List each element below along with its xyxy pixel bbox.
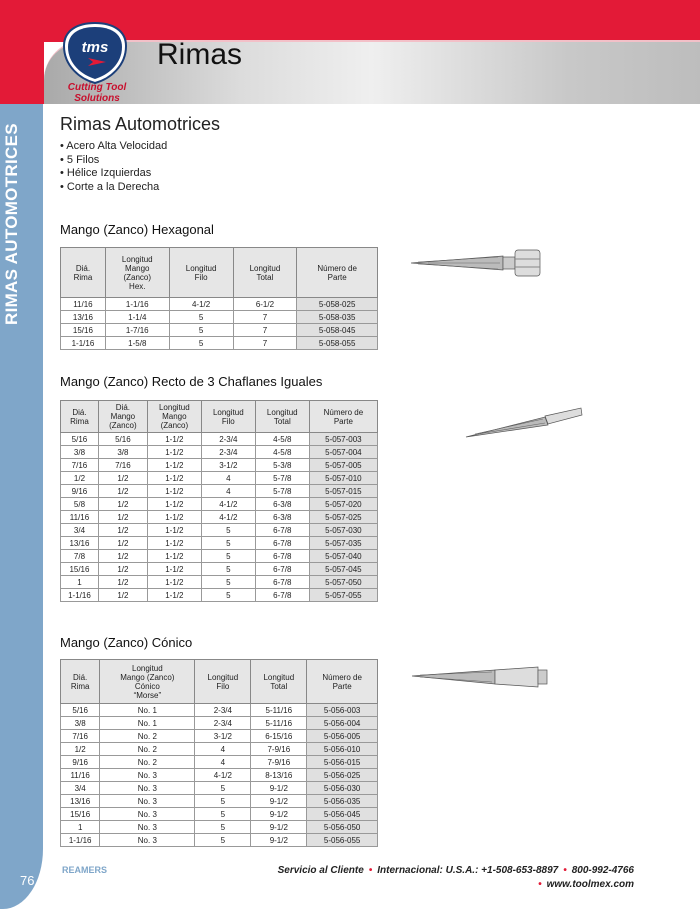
table-cell: 1/2	[98, 563, 147, 576]
column-header: Longitud Mango (Zanco) Hex.	[105, 248, 169, 298]
footer-section: REAMERS	[62, 865, 108, 875]
part-number-cell: 5-056-004	[307, 717, 378, 730]
feature-item: • Hélice Izquierdas	[60, 167, 152, 179]
table-title-straight: Mango (Zanco) Recto de 3 Chaflanes Iguales	[60, 374, 323, 389]
tms-logo	[62, 22, 128, 84]
column-header: Longitud Mango (Zanco) Cónico “Morse”	[100, 660, 195, 704]
column-header: Longitud Filo	[201, 401, 255, 433]
table-cell: 9-1/2	[251, 795, 307, 808]
table-row	[61, 537, 378, 550]
table-cell: 11/16	[61, 511, 99, 524]
table-cell: 2-3/4	[195, 704, 251, 717]
part-number-cell: 5-057-045	[309, 563, 377, 576]
column-header: Longitud Total	[233, 248, 297, 298]
table-cell: 7	[233, 311, 297, 324]
table-cell: 1-1/2	[147, 537, 201, 550]
table-cell: 1-5/8	[105, 337, 169, 350]
column-header: Número de Parte	[297, 248, 378, 298]
part-number-cell: 5-058-055	[297, 337, 378, 350]
table-row	[61, 756, 378, 769]
table-cell: 15/16	[61, 808, 100, 821]
table-cell: 6-7/8	[255, 576, 309, 589]
phone: 800-992-4766	[571, 865, 634, 876]
table-cell: 7/16	[61, 730, 100, 743]
service-label: Servicio al Cliente	[277, 865, 364, 876]
table-row	[61, 311, 378, 324]
header-gray-band	[44, 40, 700, 104]
column-header: Diá. Rima	[61, 401, 99, 433]
page-number: 76	[20, 873, 35, 888]
part-number-cell: 5-056-025	[307, 769, 378, 782]
table-cell: 6-1/2	[233, 298, 297, 311]
table-cell: 1/2	[61, 743, 100, 756]
table-row	[61, 472, 378, 485]
table-cell: 1/2	[98, 498, 147, 511]
table-cell: 5	[195, 795, 251, 808]
taper-shank-reamer-image	[410, 664, 550, 692]
table-cell: 13/16	[61, 795, 100, 808]
table-cell: 7/8	[61, 550, 99, 563]
table-cell: 1/2	[98, 589, 147, 602]
column-header: Longitud Total	[255, 401, 309, 433]
part-number-cell: 5-057-005	[309, 459, 377, 472]
table-cell: 9/16	[61, 756, 100, 769]
part-number-cell: 5-057-025	[309, 511, 377, 524]
table-cell: 3/4	[61, 782, 100, 795]
table-cell: 4-1/2	[195, 769, 251, 782]
table-row	[61, 782, 378, 795]
table-cell: No. 2	[100, 743, 195, 756]
table-cell: 1	[61, 576, 99, 589]
table-cell: 6-7/8	[255, 537, 309, 550]
part-number-cell: 5-056-035	[307, 795, 378, 808]
table-cell: 6-15/16	[251, 730, 307, 743]
table-cell: 1-1/16	[61, 589, 99, 602]
part-number-cell: 5-056-050	[307, 821, 378, 834]
table-cell: 1/2	[98, 511, 147, 524]
table-cell: 3-1/2	[201, 459, 255, 472]
table-cell: 5	[169, 324, 233, 337]
table-cell: 2-3/4	[201, 446, 255, 459]
table-cell: 5	[201, 524, 255, 537]
table-cell: 1/2	[61, 472, 99, 485]
table-row	[61, 446, 378, 459]
table-cell: 4	[201, 472, 255, 485]
part-number-cell: 5-057-050	[309, 576, 377, 589]
table-cell: 7/16	[98, 459, 147, 472]
table-cell: 9/16	[61, 485, 99, 498]
table-cell: 1-7/16	[105, 324, 169, 337]
table-cell: 5	[201, 589, 255, 602]
table-cell: 1/2	[98, 485, 147, 498]
header-red-corner	[0, 40, 44, 104]
table-cell: 9-1/2	[251, 821, 307, 834]
part-number-cell: 5-058-045	[297, 324, 378, 337]
column-header: Longitud Mango (Zanco)	[147, 401, 201, 433]
table-cell: 1/2	[98, 550, 147, 563]
column-header: Número de Parte	[307, 660, 378, 704]
table-cell: No. 3	[100, 795, 195, 808]
table-cell: 3/8	[61, 717, 100, 730]
table-cell: 5-7/8	[255, 472, 309, 485]
feature-item: • Acero Alta Velocidad	[60, 140, 168, 152]
table-cell: 5-11/16	[251, 717, 307, 730]
table-cell: 5/8	[61, 498, 99, 511]
table-row	[61, 511, 378, 524]
table-row	[61, 576, 378, 589]
column-header: Diá. Rima	[61, 660, 100, 704]
table-cell: 11/16	[61, 769, 100, 782]
table-cell: 4-5/8	[255, 433, 309, 446]
table-cell: 4	[195, 743, 251, 756]
part-number-cell: 5-056-003	[307, 704, 378, 717]
table-cell: 9-1/2	[251, 782, 307, 795]
table-row	[61, 795, 378, 808]
table-cell: 1/2	[98, 537, 147, 550]
table-taper-shank	[60, 659, 378, 847]
page-title: Rimas	[157, 38, 243, 71]
table-cell: 1/2	[98, 524, 147, 537]
table-cell: 9-1/2	[251, 834, 307, 847]
table-cell: 3-1/2	[195, 730, 251, 743]
table-cell: 5	[201, 576, 255, 589]
table-cell: 4	[195, 756, 251, 769]
table-row	[61, 459, 378, 472]
table-cell: No. 3	[100, 769, 195, 782]
table-row	[61, 834, 378, 847]
website-link[interactable]: www.toolmex.com	[546, 879, 634, 890]
column-header: Longitud Filo	[169, 248, 233, 298]
table-cell: 4-1/2	[201, 511, 255, 524]
table-cell: 1/2	[98, 472, 147, 485]
table-cell: 1-1/16	[61, 337, 106, 350]
table-cell: 1-1/16	[61, 834, 100, 847]
table-cell: 15/16	[61, 563, 99, 576]
part-number-cell: 5-056-030	[307, 782, 378, 795]
table-cell: 5	[201, 537, 255, 550]
part-number-cell: 5-057-003	[309, 433, 377, 446]
table-cell: 4-1/2	[169, 298, 233, 311]
table-cell: 1-1/2	[147, 550, 201, 563]
part-number-cell: 5-056-055	[307, 834, 378, 847]
table-cell: 1/2	[98, 576, 147, 589]
table-cell: 4-5/8	[255, 446, 309, 459]
column-header: Longitud Total	[251, 660, 307, 704]
table-cell: 4	[201, 485, 255, 498]
table-cell: 4-1/2	[201, 498, 255, 511]
table-cell: 3/4	[61, 524, 99, 537]
table-row	[61, 730, 378, 743]
table-cell: 2-3/4	[195, 717, 251, 730]
table-cell: 5/16	[98, 433, 147, 446]
table-cell: 1-1/2	[147, 498, 201, 511]
table-cell: 7/16	[61, 459, 99, 472]
table-cell: No. 1	[100, 704, 195, 717]
part-number-cell: 5-057-035	[309, 537, 377, 550]
part-number-cell: 5-057-020	[309, 498, 377, 511]
table-cell: 5	[169, 311, 233, 324]
table-cell: 3/8	[98, 446, 147, 459]
footer-contact: Servicio al Cliente • Internacional: U.S.A.: +1-508-653-8897 • 800-992-4766 • www.toolmex.com	[277, 865, 634, 890]
part-number-cell: 5-057-030	[309, 524, 377, 537]
part-number-cell: 5-056-010	[307, 743, 378, 756]
table-cell: 6-3/8	[255, 498, 309, 511]
table-cell: 13/16	[61, 311, 106, 324]
table-row	[61, 298, 378, 311]
svg-text:tms: tms	[81, 39, 109, 56]
table-cell: 1-1/2	[147, 589, 201, 602]
table-cell: 5	[201, 563, 255, 576]
table-cell: 7-9/16	[251, 756, 307, 769]
sidebar-label: RIMAS AUTOMOTRICES	[2, 123, 21, 325]
column-header: Diá. Mango (Zanco)	[98, 401, 147, 433]
table-cell: 13/16	[61, 537, 99, 550]
table-cell: 5	[195, 808, 251, 821]
column-header: Longitud Filo	[195, 660, 251, 704]
table-cell: 7	[233, 337, 297, 350]
table-cell: 5	[195, 834, 251, 847]
table-cell: 6-7/8	[255, 550, 309, 563]
straight-shank-reamer-image	[463, 403, 583, 443]
part-number-cell: 5-057-055	[309, 589, 377, 602]
part-number-cell: 5-058-025	[297, 298, 378, 311]
table-title-taper: Mango (Zanco) Cónico	[60, 635, 193, 650]
table-cell: 5/16	[61, 433, 99, 446]
table-cell: 6-7/8	[255, 589, 309, 602]
table-row	[61, 743, 378, 756]
table-cell: No. 3	[100, 808, 195, 821]
table-cell: 6-3/8	[255, 511, 309, 524]
part-number-cell: 5-057-040	[309, 550, 377, 563]
table-cell: 1-1/2	[147, 433, 201, 446]
table-cell: 5-3/8	[255, 459, 309, 472]
table-row	[61, 324, 378, 337]
intl-phone: Internacional: U.S.A.: +1-508-653-8897	[377, 865, 559, 876]
table-cell: No. 3	[100, 821, 195, 834]
table-cell: 5-11/16	[251, 704, 307, 717]
part-number-cell: 5-056-005	[307, 730, 378, 743]
table-cell: 1-1/2	[147, 485, 201, 498]
section-heading: Rimas Automotrices	[60, 114, 221, 134]
table-cell: 6-7/8	[255, 563, 309, 576]
table-cell: 7-9/16	[251, 743, 307, 756]
table-cell: 11/16	[61, 298, 106, 311]
hex-shank-reamer-image	[408, 245, 543, 281]
table-hex-shank	[60, 247, 378, 350]
table-row	[61, 589, 378, 602]
part-number-cell: 5-057-004	[309, 446, 377, 459]
table-cell: 5/16	[61, 704, 100, 717]
table-cell: No. 3	[100, 782, 195, 795]
table-cell: 9-1/2	[251, 808, 307, 821]
table-cell: 1-1/2	[147, 446, 201, 459]
table-cell: 5	[195, 821, 251, 834]
table-cell: 1-1/2	[147, 459, 201, 472]
table-row	[61, 704, 378, 717]
feature-list	[60, 140, 167, 194]
table-cell: 1-1/2	[147, 576, 201, 589]
table-cell: 5	[195, 782, 251, 795]
part-number-cell: 5-057-015	[309, 485, 377, 498]
table-cell: 3/8	[61, 446, 99, 459]
feature-item: • Corte a la Derecha	[60, 180, 160, 193]
table-cell: 1-1/4	[105, 311, 169, 324]
table-cell: 5	[169, 337, 233, 350]
table-row	[61, 821, 378, 834]
table-cell: No. 1	[100, 717, 195, 730]
table-row	[61, 550, 378, 563]
table-row	[61, 524, 378, 537]
part-number-cell: 5-058-035	[297, 311, 378, 324]
table-row	[61, 485, 378, 498]
part-number-cell: 5-056-045	[307, 808, 378, 821]
table-cell: 15/16	[61, 324, 106, 337]
table-cell: 8-13/16	[251, 769, 307, 782]
table-straight-shank	[60, 400, 378, 602]
part-number-cell: 5-057-010	[309, 472, 377, 485]
table-row	[61, 563, 378, 576]
part-number-cell: 5-056-015	[307, 756, 378, 769]
column-header: Diá. Rima	[61, 248, 106, 298]
table-cell: No. 2	[100, 756, 195, 769]
table-title-hex: Mango (Zanco) Hexagonal	[60, 222, 214, 237]
table-cell: No. 3	[100, 834, 195, 847]
table-row	[61, 498, 378, 511]
table-cell: 5-7/8	[255, 485, 309, 498]
column-header: Número de Parte	[309, 401, 377, 433]
table-row	[61, 769, 378, 782]
table-cell: 6-7/8	[255, 524, 309, 537]
table-cell: 7	[233, 324, 297, 337]
feature-item: • 5 Filos	[60, 153, 100, 166]
table-cell: 1	[61, 821, 100, 834]
table-row	[61, 433, 378, 446]
table-row	[61, 717, 378, 730]
table-cell: 2-3/4	[201, 433, 255, 446]
table-cell: No. 2	[100, 730, 195, 743]
table-cell: 1-1/2	[147, 472, 201, 485]
table-cell: 1-1/2	[147, 524, 201, 537]
table-row	[61, 808, 378, 821]
table-cell: 1-1/16	[105, 298, 169, 311]
table-cell: 1-1/2	[147, 563, 201, 576]
table-row	[61, 337, 378, 350]
tagline: Cutting Tool Solutions	[67, 82, 127, 104]
table-cell: 5	[201, 550, 255, 563]
table-cell: 1-1/2	[147, 511, 201, 524]
